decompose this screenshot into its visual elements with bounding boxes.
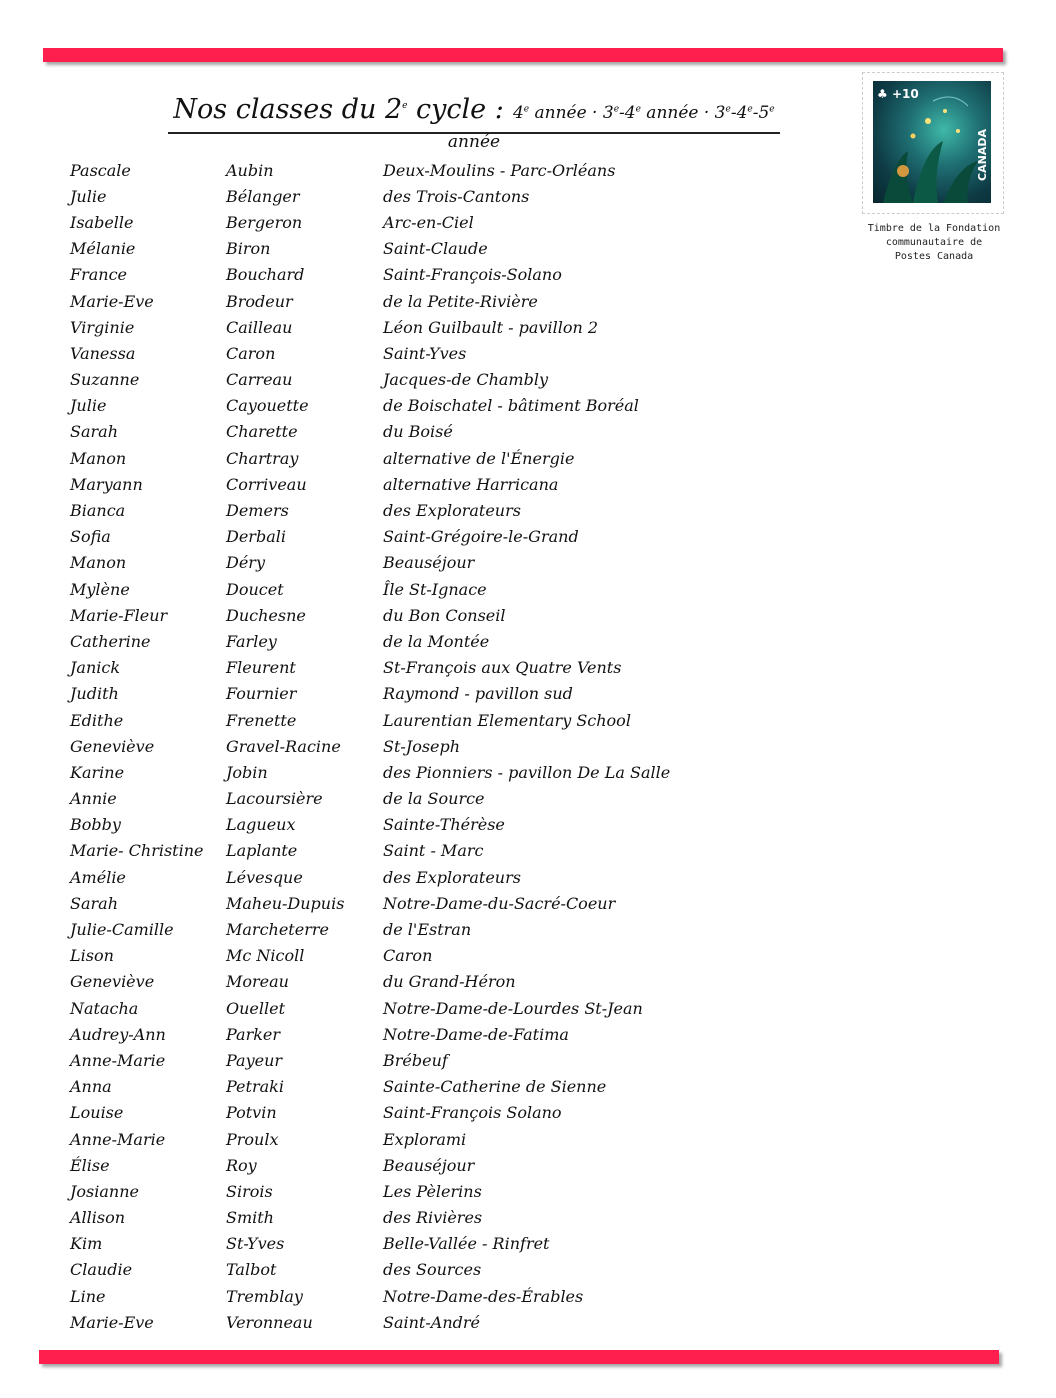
teacher-first-name: Bianca (70, 501, 126, 521)
teacher-first-name: Judith (70, 684, 119, 704)
school-name: Explorami (383, 1129, 467, 1149)
school-name: alternative de l'Énergie (383, 448, 575, 468)
school-name: Deux-Moulins - Parc-Orléans (383, 160, 616, 180)
roster-row (70, 524, 690, 550)
school-name: Jacques-de Chambly (383, 370, 548, 390)
teacher-first-name: Vanessa (70, 343, 136, 363)
roster-row (70, 262, 690, 288)
school-name: Saint-Yves (383, 343, 467, 363)
teacher-last-name: Petraki (226, 1077, 284, 1097)
teacher-last-name: Carreau (226, 370, 293, 390)
stamp-country: CANADA (976, 129, 989, 181)
school-name: Notre-Dame-du-Sacré-Coeur (383, 893, 616, 913)
school-name: Beauséjour (383, 553, 475, 573)
teacher-first-name: Sofia (70, 527, 111, 547)
teacher-first-name: Geneviève (70, 736, 155, 756)
roster-row (70, 628, 690, 654)
roster-row (70, 471, 690, 497)
teacher-first-name: Mélanie (70, 239, 136, 259)
school-name: du Boisé (383, 422, 453, 442)
roster-row (70, 419, 690, 445)
teacher-last-name: Lacoursière (226, 789, 323, 809)
school-name: du Bon Conseil (383, 605, 506, 625)
teacher-last-name: Cayouette (226, 396, 309, 416)
teacher-first-name: Mylène (70, 579, 130, 599)
roster-row (70, 1309, 690, 1335)
teacher-first-name: Julie (70, 186, 107, 206)
teacher-first-name: Élise (70, 1155, 110, 1175)
school-name: des Explorateurs (383, 867, 521, 887)
roster-row (70, 314, 690, 340)
roster-row (70, 576, 690, 602)
school-name: des Trois-Cantons (383, 186, 530, 206)
school-name: de la Petite-Rivière (383, 291, 538, 311)
roster-row (70, 1283, 690, 1309)
teacher-first-name: Sarah (70, 893, 118, 913)
school-name: Raymond - pavillon sud (383, 684, 573, 704)
roster-row (70, 497, 690, 523)
postage-stamp (862, 72, 1004, 214)
teacher-first-name: Amélie (70, 867, 126, 887)
roster-row (70, 759, 690, 785)
school-name: de la Source (383, 789, 485, 809)
teacher-last-name: Roy (226, 1155, 257, 1175)
school-name: de l'Estran (383, 920, 472, 940)
roster-row (70, 157, 690, 183)
teacher-last-name: Frenette (226, 710, 297, 730)
teacher-first-name: Maryann (70, 474, 143, 494)
teacher-last-name: St-Yves (226, 1234, 285, 1254)
roster-row (70, 890, 690, 916)
school-name: Île St-Ignace (383, 579, 487, 599)
roster-row (70, 1074, 690, 1100)
teacher-last-name: Potvin (226, 1103, 277, 1123)
roster-row (70, 1047, 690, 1073)
teacher-first-name: Claudie (70, 1260, 133, 1280)
title-main: Nos classes du 2e cycle : (173, 94, 504, 125)
teacher-last-name: Proulx (226, 1129, 279, 1149)
teacher-last-name: Bergeron (226, 212, 303, 232)
school-name: Saint - Marc (383, 841, 484, 861)
teacher-last-name: Derbali (226, 527, 286, 547)
teacher-first-name: Lison (70, 946, 114, 966)
teacher-last-name: Doucet (226, 579, 284, 599)
teacher-last-name: Jobin (226, 762, 268, 782)
teacher-last-name: Mc Nicoll (226, 946, 305, 966)
roster-row (70, 367, 690, 393)
teacher-first-name: Julie-Camille (70, 920, 174, 940)
school-name: Notre-Dame-des-Érables (383, 1286, 584, 1306)
teacher-last-name: Payeur (226, 1050, 283, 1070)
teacher-first-name: Pascale (70, 160, 131, 180)
teacher-first-name: Manon (70, 553, 127, 573)
teacher-last-name: Bouchard (226, 265, 305, 285)
teacher-first-name: Audrey-Ann (70, 1024, 166, 1044)
teacher-last-name: Sirois (226, 1181, 273, 1201)
roster-row (70, 943, 690, 969)
teacher-first-name: Anna (70, 1077, 112, 1097)
teacher-first-name: Julie (70, 396, 107, 416)
teacher-first-name: Sarah (70, 422, 118, 442)
school-name: Notre-Dame-de-Lourdes St-Jean (383, 998, 643, 1018)
roster-row (70, 602, 690, 628)
teacher-last-name: Biron (226, 239, 271, 259)
teacher-first-name: Edithe (70, 710, 124, 730)
teacher-first-name: Geneviève (70, 972, 155, 992)
school-name: Sainte-Catherine de Sienne (383, 1077, 607, 1097)
teacher-first-name: Kim (70, 1234, 103, 1254)
teacher-first-name: Marie- Christine (70, 841, 204, 861)
school-name: Les Pèlerins (383, 1181, 482, 1201)
roster-row (70, 209, 690, 235)
caption-line-2: communautaire de (885, 237, 983, 248)
teacher-first-name: Annie (70, 789, 117, 809)
school-name: Saint-Claude (383, 239, 488, 259)
teacher-first-name: Josianne (70, 1181, 139, 1201)
teacher-first-name: Line (70, 1286, 106, 1306)
teacher-first-name: Anne-Marie (70, 1129, 166, 1149)
roster-row (70, 655, 690, 681)
school-name: Saint-François Solano (383, 1103, 562, 1123)
roster-row (70, 707, 690, 733)
teacher-last-name: Farley (226, 631, 277, 651)
school-name: alternative Harricana (383, 474, 559, 494)
postal-logo-icon: ♣ +10 (877, 87, 919, 101)
roster-row (70, 733, 690, 759)
roster-row (70, 916, 690, 942)
teacher-last-name: Lévesque (226, 867, 303, 887)
teacher-first-name: Anne-Marie (70, 1050, 166, 1070)
roster-row (70, 1126, 690, 1152)
roster-row (70, 864, 690, 890)
roster-row (70, 786, 690, 812)
teacher-last-name: Fleurent (226, 658, 296, 678)
teacher-last-name: Chartray (226, 448, 299, 468)
roster-row (70, 1021, 690, 1047)
page-title (168, 84, 780, 152)
school-name: Laurentian Elementary School (383, 710, 631, 730)
teacher-last-name: Demers (226, 501, 289, 521)
class-roster (70, 157, 690, 1335)
caption-line-3: Postes Canada (894, 251, 974, 262)
roster-row (70, 445, 690, 471)
school-name: Arc-en-Ciel (383, 212, 474, 232)
teacher-first-name: Catherine (70, 631, 151, 651)
roster-row (70, 1205, 690, 1231)
roster-row (70, 812, 690, 838)
teacher-last-name: Laplante (226, 841, 298, 861)
school-name: Notre-Dame-de-Fatima (383, 1024, 569, 1044)
teacher-last-name: Gravel-Racine (226, 736, 341, 756)
roster-row (70, 1257, 690, 1283)
roster-row (70, 183, 690, 209)
teacher-first-name: Virginie (70, 317, 135, 337)
stamp-caption (856, 222, 1012, 264)
school-name: Léon Guilbault - pavillon 2 (383, 317, 599, 337)
teacher-first-name: Manon (70, 448, 127, 468)
school-name: Saint-André (383, 1312, 480, 1332)
title-subtitle: 4e année · $3^e-4^e$ année · $3^e-4^e-5^e$ année (447, 103, 775, 152)
top-accent-bar (43, 48, 1003, 62)
teacher-first-name: Marie-Eve (70, 1312, 154, 1332)
teacher-first-name: Karine (70, 762, 125, 782)
teacher-last-name: Smith (226, 1208, 274, 1228)
teacher-last-name: Moreau (226, 972, 289, 992)
roster-row (70, 236, 690, 262)
teacher-last-name: Maheu-Dupuis (226, 893, 345, 913)
school-name: Saint-François-Solano (383, 265, 562, 285)
teacher-first-name: France (70, 265, 128, 285)
teacher-first-name: Allison (70, 1208, 126, 1228)
teacher-last-name: Duchesne (226, 605, 306, 625)
school-name: Brébeuf (383, 1050, 448, 1070)
school-name: des Sources (383, 1260, 482, 1280)
school-name: des Explorateurs (383, 501, 521, 521)
teacher-last-name: Brodeur (226, 291, 293, 311)
teacher-last-name: Charette (226, 422, 298, 442)
teacher-first-name: Marie-Eve (70, 291, 154, 311)
teacher-first-name: Marie-Fleur (70, 605, 168, 625)
school-name: Sainte-Thérèse (383, 815, 505, 835)
teacher-last-name: Corriveau (226, 474, 307, 494)
roster-row (70, 681, 690, 707)
school-name: Belle-Vallée - Rinfret (383, 1234, 550, 1254)
teacher-last-name: Fournier (226, 684, 297, 704)
teacher-first-name: Suzanne (70, 370, 140, 390)
roster-row (70, 995, 690, 1021)
caption-line-1: Timbre de la Fondation (867, 223, 1001, 234)
roster-row (70, 1100, 690, 1126)
school-name: St-Joseph (383, 736, 461, 756)
teacher-last-name: Marcheterre (226, 920, 329, 940)
teacher-last-name: Bélanger (226, 186, 300, 206)
school-name: de Boischatel - bâtiment Boréal (383, 396, 639, 416)
school-name: Beauséjour (383, 1155, 475, 1175)
teacher-last-name: Cailleau (226, 317, 293, 337)
teacher-last-name: Veronneau (226, 1312, 313, 1332)
school-name: Caron (383, 946, 433, 966)
roster-row (70, 969, 690, 995)
teacher-last-name: Talbot (226, 1260, 277, 1280)
teacher-last-name: Déry (226, 553, 265, 573)
roster-row (70, 340, 690, 366)
roster-row (70, 288, 690, 314)
teacher-last-name: Lagueux (226, 815, 296, 835)
teacher-last-name: Caron (226, 343, 276, 363)
roster-row (70, 1231, 690, 1257)
teacher-last-name: Ouellet (226, 998, 286, 1018)
teacher-first-name: Natacha (70, 998, 139, 1018)
school-name: Saint-Grégoire-le-Grand (383, 527, 579, 547)
teacher-last-name: Parker (226, 1024, 281, 1044)
roster-row (70, 1178, 690, 1204)
school-name: des Pionniers - pavillon De La Salle (383, 762, 671, 782)
school-name: St-François aux Quatre Vents (383, 658, 622, 678)
roster-row (70, 393, 690, 419)
teacher-first-name: Bobby (70, 815, 121, 835)
school-name: du Grand-Héron (383, 972, 516, 992)
bottom-accent-bar (39, 1350, 999, 1364)
roster-row (70, 550, 690, 576)
roster-row (70, 838, 690, 864)
school-name: de la Montée (383, 631, 490, 651)
stamp-artwork (873, 81, 991, 203)
teacher-last-name: Aubin (226, 160, 274, 180)
teacher-first-name: Janick (70, 658, 121, 678)
school-name: des Rivières (383, 1208, 483, 1228)
teacher-first-name: Louise (70, 1103, 124, 1123)
teacher-first-name: Isabelle (70, 212, 134, 232)
teacher-last-name: Tremblay (226, 1286, 303, 1306)
roster-row (70, 1152, 690, 1178)
